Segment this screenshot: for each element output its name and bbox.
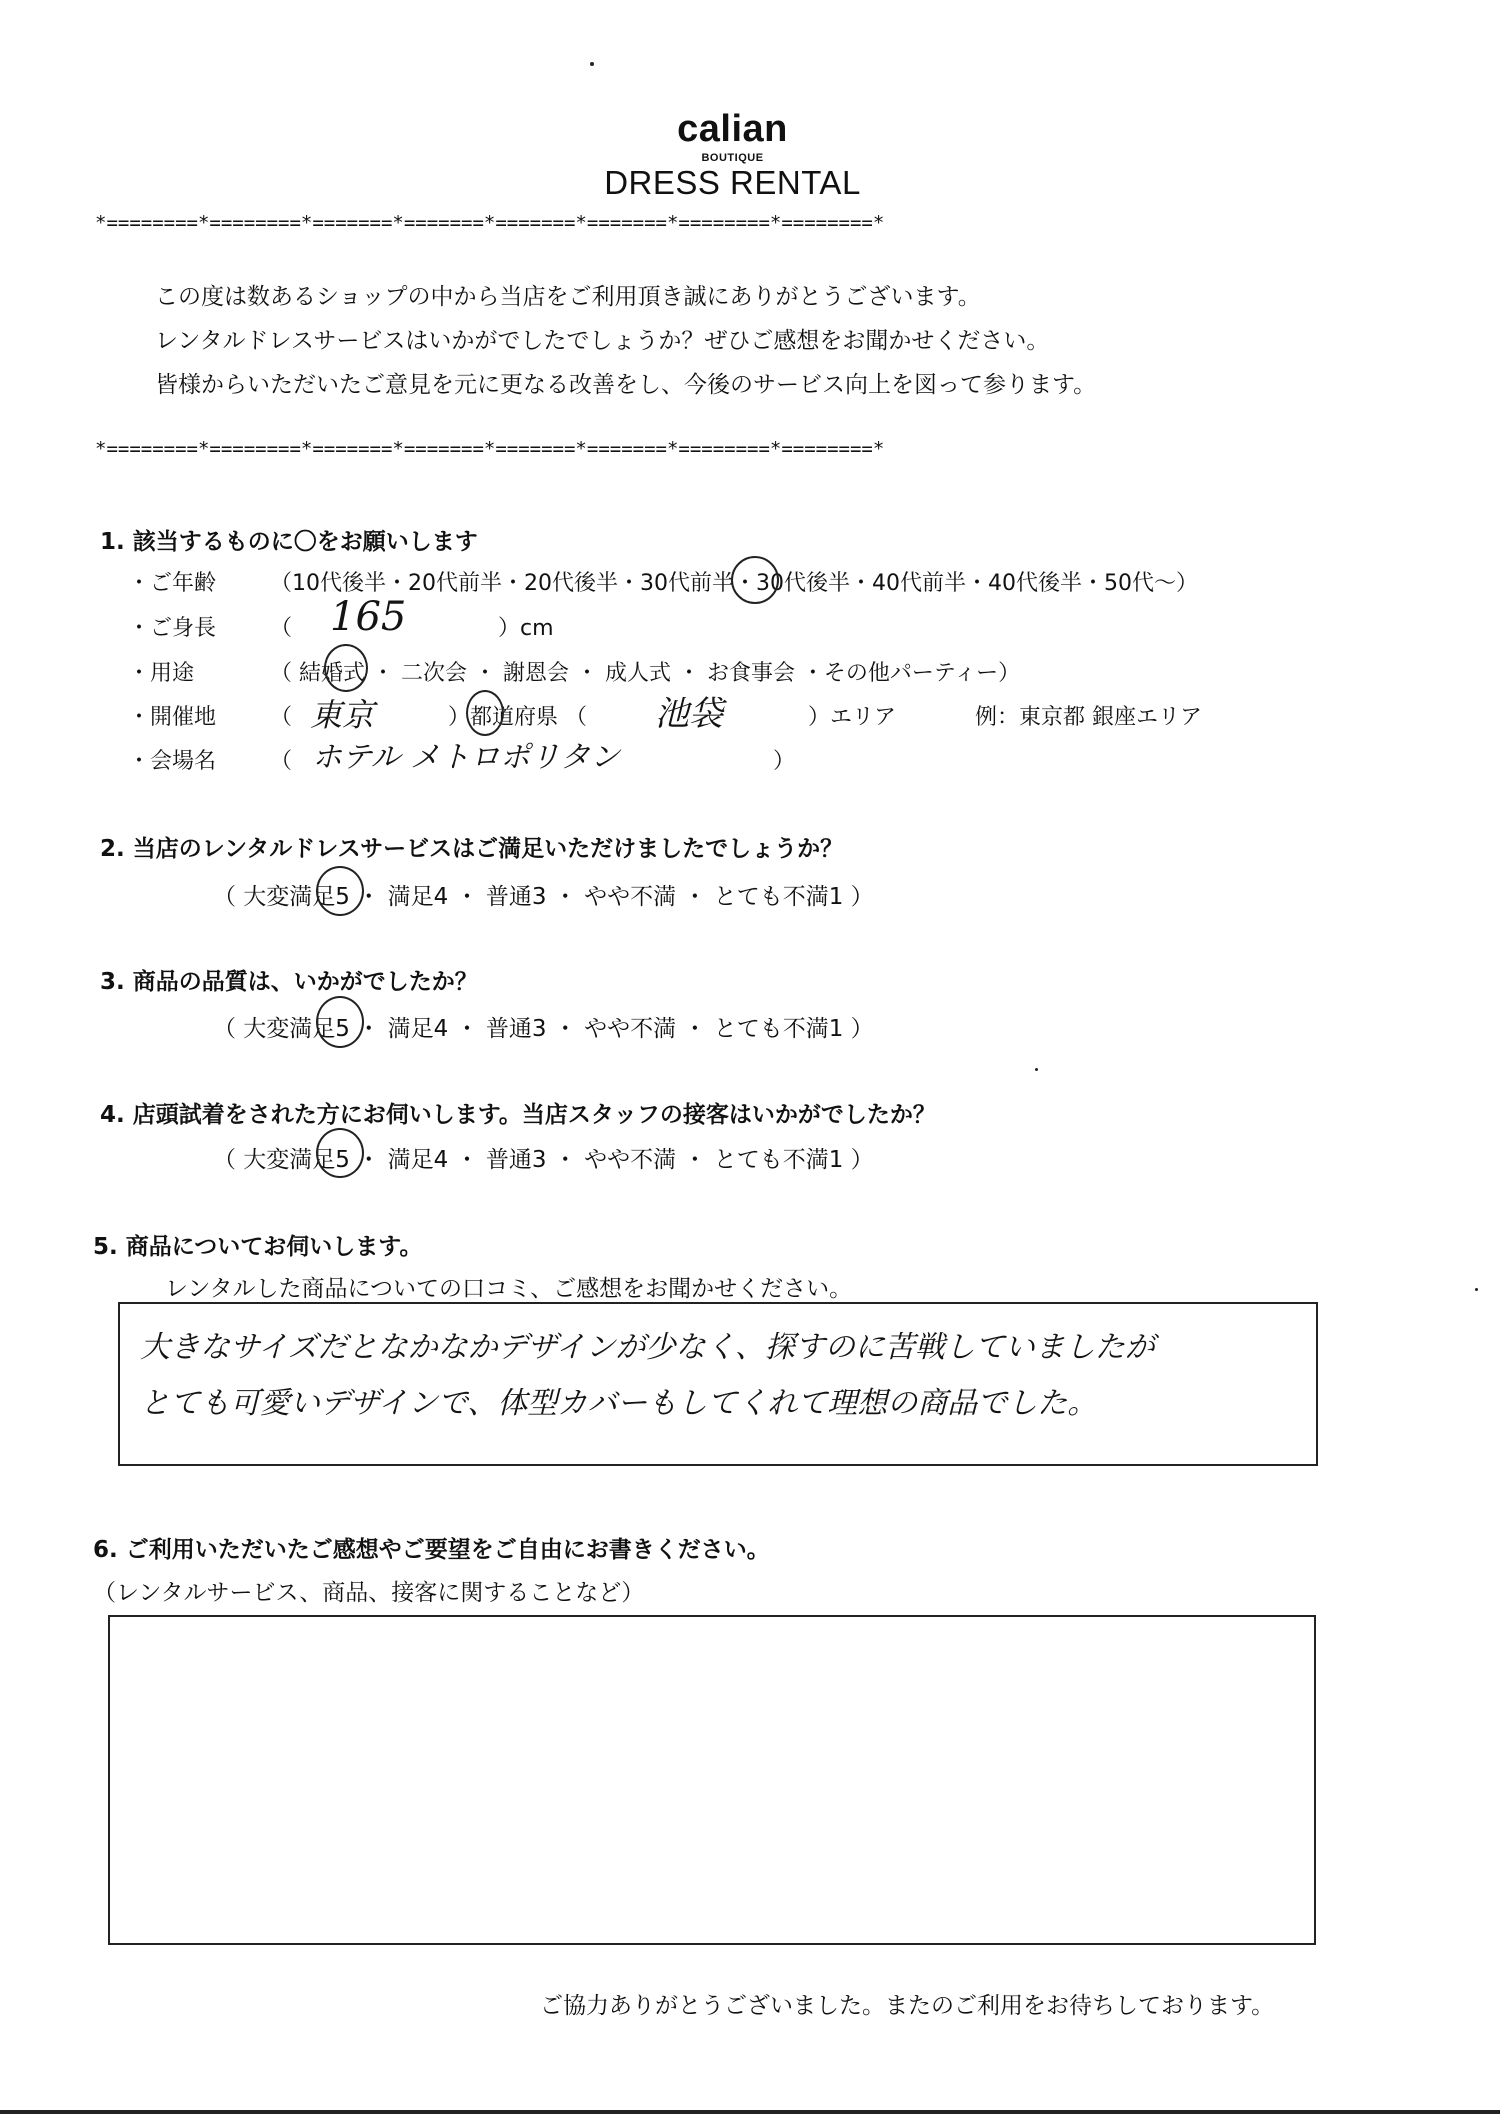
question-4-title: 4. 店頭試着をされた方にお伺いします。当店スタッフの接客はいかがでしたか？ (100, 1102, 936, 1128)
question-2-title: 2. 当店のレンタルドレスサービスはご満足いただけましたでしょうか？ (100, 836, 844, 862)
feedback-answer-box (108, 1615, 1316, 1945)
question-2-options: （ 大変満足5 ・ 満足4 ・ 普通3 ・ やや不満 ・ とても不満1 ） (213, 884, 874, 910)
location-label: ・開催地 (128, 705, 217, 730)
intro-line-1: この度は数あるショップの中から当店をご利用頂き誠にありがとうございます。 (155, 284, 981, 310)
purpose-options: （ 結婚式 ・ 二次会 ・ 謝恩会 ・ 成人式 ・ お食事会 ・その他パーティー） (270, 661, 1021, 686)
question-5-subtitle: レンタルした商品についての口コミ、ご感想をお聞かせください。 (165, 1276, 853, 1302)
question-6-subtitle: （レンタルサービス、商品、接客に関することなど） (93, 1580, 645, 1606)
review-answer-line-2: とても可愛いデザインで、体型カバーもしてくれて理想の商品でした。 (140, 1386, 1098, 1421)
question-3-selection-circle (316, 996, 364, 1048)
intro-line-3: 皆様からいただいたご意見を元に更なる改善をし、今後のサービス向上を図って参ります。 (155, 372, 1097, 398)
location-example: 例：東京都 銀座エリア (975, 705, 1202, 730)
review-answer-line-1: 大きなサイズだとなかなかデザインが少なく、探すのに苦戦していましたが (140, 1330, 1155, 1365)
prefecture-selection-circle (466, 690, 504, 736)
question-6-title: 6. ご利用いただいたご感想やご要望をご自由にお書きください。 (93, 1537, 770, 1563)
height-value: 165 (330, 594, 407, 640)
scan-dot (1475, 1288, 1478, 1291)
scan-dot (1035, 1068, 1038, 1071)
location-area-value: 池袋 (655, 694, 723, 734)
age-selection-circle (731, 556, 779, 604)
question-2-selection-circle (316, 866, 364, 916)
divider-bottom: *========*========*=======*=======*=======*=======*========*========* (95, 438, 885, 460)
height-label: ・ご身長 (128, 616, 217, 641)
height-unit: ）cm (498, 616, 554, 641)
location-open-paren: （ (270, 705, 293, 730)
height-open-paren: （ (270, 616, 293, 641)
question-4-options: （ 大変満足5 ・ 満足4 ・ 普通3 ・ やや不満 ・ とても不満1 ） (213, 1147, 874, 1173)
footer-thanks: ご協力ありがとうございました。またのご利用をお待ちしております。 (540, 1993, 1275, 2019)
venue-label: ・会場名 (128, 749, 217, 774)
intro-line-2: レンタルドレスサービスはいかがでしたでしょうか？ぜひご感想をお聞かせください。 (155, 328, 1050, 354)
divider-top: *========*========*=======*=======*=======*=======*========*========* (95, 212, 885, 234)
question-5-title: 5. 商品についてお伺いします。 (93, 1234, 423, 1260)
scan-dot (590, 62, 594, 66)
age-options: （10代後半・20代前半・20代後半・30代前半・30代後半・40代前半・40代後半・50代～） (270, 571, 1198, 596)
venue-value: ホテル メトロポリタン (312, 740, 621, 775)
question-3-title: 3. 商品の品質は、いかがでしたか？ (100, 969, 478, 995)
question-1-title: 1. 該当するものに〇をお願いします (100, 529, 478, 555)
brand-subtitle: BOUTIQUE (701, 152, 764, 164)
page-title: DRESS RENTAL (604, 164, 861, 201)
brand-logo: calian (677, 108, 788, 150)
question-4-selection-circle (316, 1128, 364, 1178)
purpose-label: ・用途 (128, 661, 195, 686)
venue-open-paren: （ (270, 749, 293, 774)
purpose-selection-circle (324, 644, 368, 692)
venue-close-paren: ） (773, 749, 796, 774)
location-prefecture-suffix: ）都道府県 （ (448, 705, 587, 730)
location-area-suffix: ）エリア (808, 705, 897, 730)
age-label: ・ご年齢 (128, 571, 217, 596)
scan-bottom-edge (0, 2110, 1500, 2114)
location-prefecture-value: 東京 (310, 696, 375, 734)
question-3-options: （ 大変満足5 ・ 満足4 ・ 普通3 ・ やや不満 ・ とても不満1 ） (213, 1016, 874, 1042)
